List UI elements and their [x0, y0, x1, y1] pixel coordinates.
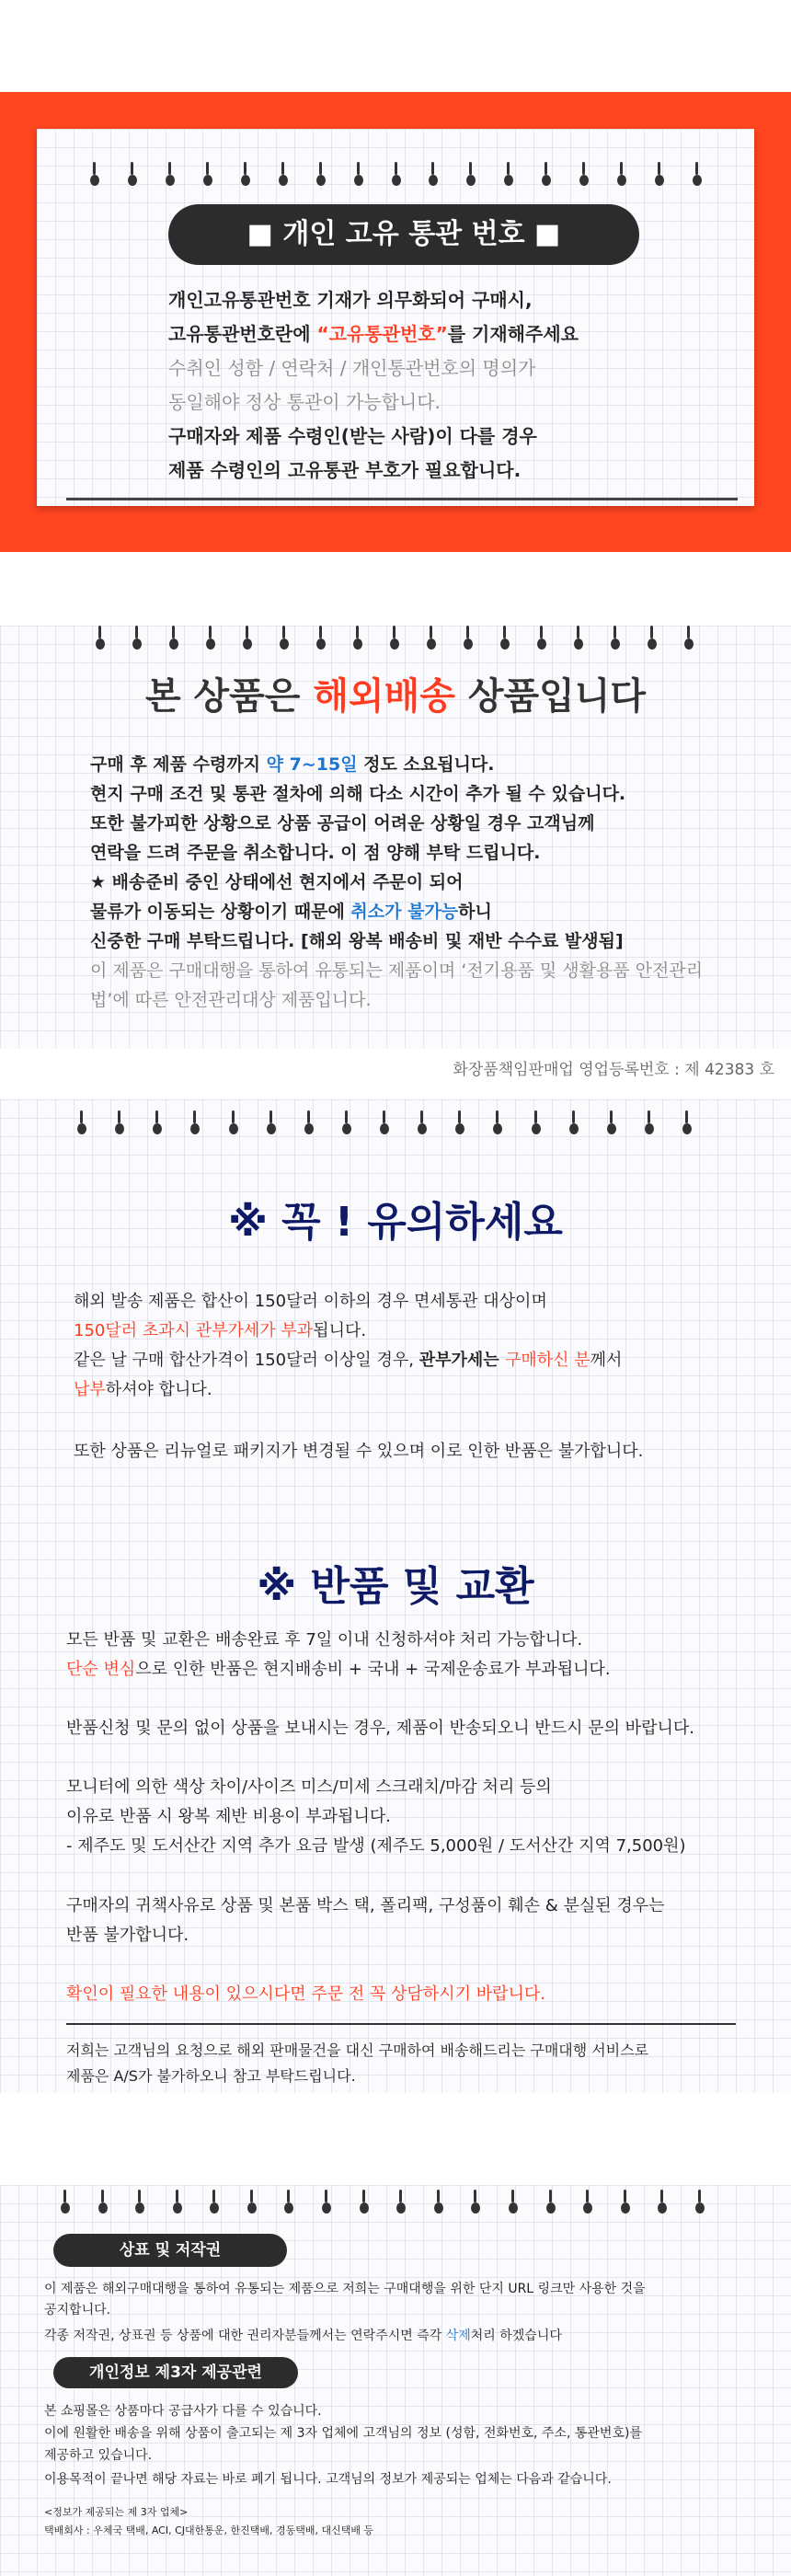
- binder-ring-icon: [61, 2190, 70, 2214]
- binder-ring-icon: [316, 626, 326, 650]
- footer-line: 본 쇼핑몰은 상품마다 공급사가 다를 수 있습니다.: [44, 2404, 322, 2419]
- notice-line: 개인고유통관번호 기재가 의무화되어 구매시,: [168, 289, 533, 311]
- binder-ring-icon: [684, 626, 694, 650]
- binder-ring-icon: [574, 626, 583, 650]
- line-text: 하셔야 합니다.: [105, 1380, 212, 1399]
- footer-line: 공지합니다.: [44, 2303, 111, 2317]
- title-text: 상품입니다: [454, 675, 647, 718]
- binder-ring-icon: [96, 626, 105, 650]
- binder-rings: [90, 162, 702, 186]
- caution-line: 해외 발송 제품은 합산이 150달러 이하의 경우 면세통관 대상이며: [74, 1292, 547, 1311]
- returns-line: 이유로 반품 시 왕복 제반 비용이 부과됩니다.: [66, 1807, 392, 1826]
- binder-ring-icon: [115, 1110, 124, 1134]
- binder-rings: [77, 1110, 692, 1134]
- binder-ring-icon: [617, 162, 626, 186]
- returns-line: 모든 반품 및 교환은 배송완료 후 7일 이내 신청하셔야 처리 가능합니다.: [66, 1630, 583, 1650]
- divider: [66, 2023, 736, 2025]
- binder-ring-icon: [607, 1110, 616, 1134]
- binder-ring-icon: [464, 626, 473, 650]
- binder-ring-icon: [247, 2190, 257, 2214]
- binder-ring-icon: [500, 626, 510, 650]
- registration-number: 화장품책임판매업 영업등록번호 : 제 42383 호: [453, 1061, 774, 1079]
- binder-ring-icon: [621, 2190, 630, 2214]
- returns-notice: 확인이 필요한 내용이 있으시다면 주문 전 꼭 상담하시기 바랍니다.: [66, 1984, 545, 2004]
- binder-ring-icon: [655, 162, 664, 186]
- overseas-line: 연락을 드려 주문을 취소합니다. 이 점 양해 부탁 드립니다.: [90, 843, 541, 863]
- binder-ring-icon: [284, 2190, 293, 2214]
- binder-ring-icon: [169, 626, 178, 650]
- binder-ring-icon: [509, 2190, 518, 2214]
- notice-line: 수취인 성함 / 연락처 / 개인통관번호의 명의가: [168, 357, 536, 379]
- overseas-line: 현지 구매 조건 및 통관 절차에 의해 다소 시간이 추가 될 수 있습니다.: [90, 784, 626, 804]
- line-text: 됩니다.: [313, 1321, 367, 1340]
- line-text: 으로 인한 반품은 현지배송비 + 국내 + 국제운송료가 부과됩니다.: [135, 1660, 611, 1679]
- binder-ring-icon: [380, 1110, 389, 1134]
- footer-line: 제공하고 있습니다.: [44, 2448, 153, 2463]
- binder-ring-icon: [396, 2190, 406, 2214]
- binder-ring-icon: [280, 626, 289, 650]
- footer-small: 택배회사 : 우체국 택배, ACI, CJ대한통운, 한진택배, 경동택배, 대신택배 등: [44, 2524, 374, 2536]
- binder-ring-icon: [90, 162, 99, 186]
- binder-ring-icon: [128, 162, 137, 186]
- binder-ring-icon: [322, 2190, 331, 2214]
- line-highlight: 구매하신 분: [504, 1351, 590, 1370]
- binder-ring-icon: [532, 1110, 541, 1134]
- notice-line: 구매자와 제품 수령인(받는 사람)이 다를 경우: [168, 425, 537, 447]
- line-text: 처리 하겠습니다: [470, 2329, 562, 2343]
- returns-line: 반품 불가합니다.: [66, 1926, 189, 1945]
- binder-ring-icon: [132, 626, 142, 650]
- binder-rings: [61, 2190, 705, 2214]
- returns-line: 구매자의 귀책사유로 상품 및 본품 박스 택, 폴리팩, 구성품이 훼손 & 분실된 경우는: [66, 1896, 665, 1915]
- binder-ring-icon: [153, 1110, 162, 1134]
- binder-ring-icon: [579, 162, 589, 186]
- title-text: 본 상품은: [144, 675, 314, 718]
- binder-ring-icon: [648, 626, 657, 650]
- overseas-line: [90, 751, 495, 776]
- binder-ring-icon: [392, 162, 401, 186]
- caution-line: 또한 상품은 리뉴얼로 패키지가 변경될 수 있으며 이로 인한 반품은 불가합니다.: [74, 1442, 644, 1461]
- binder-ring-icon: [427, 626, 436, 650]
- binder-ring-icon: [537, 626, 546, 650]
- binder-ring-icon: [229, 1110, 238, 1134]
- binder-ring-icon: [135, 2190, 144, 2214]
- caution-line: [74, 1347, 622, 1371]
- binder-ring-icon: [166, 162, 175, 186]
- overseas-line: 법’에 따른 안전관리대상 제품입니다.: [90, 990, 372, 1010]
- line-text: 정도 소요됩니다.: [357, 754, 495, 775]
- title-highlight: 해외배송: [313, 675, 455, 718]
- notice-line: [168, 319, 579, 346]
- binder-ring-icon: [190, 1110, 200, 1134]
- binder-ring-icon: [279, 162, 288, 186]
- footer-line: 이에 원활한 배송을 위해 상품이 출고되는 제 3자 업체에 고객님의 정보 (성함, 전화번호, 주소, 통관번호)를: [44, 2426, 642, 2441]
- returns-line: [66, 1656, 611, 1680]
- returns-footnote: 제품은 A/S가 불가하오니 참고 부탁드립니다.: [66, 2067, 356, 2085]
- notice-line: 동일해야 정상 통관이 가능합니다.: [168, 391, 441, 413]
- line-bold: 관부가세는: [418, 1351, 505, 1370]
- binder-ring-icon: [583, 2190, 592, 2214]
- returns-line: - 제주도 및 도서산간 지역 추가 요금 발생 (제주도 5,000원 / 도서산간 지역 7,500원): [66, 1836, 686, 1856]
- binder-ring-icon: [210, 2190, 219, 2214]
- overseas-line: ★ 배송준비 중인 상태에선 현지에서 주문이 되어: [90, 872, 464, 892]
- binder-ring-icon: [493, 1110, 502, 1134]
- binder-ring-icon: [243, 626, 252, 650]
- line-highlight: 삭제: [445, 2329, 471, 2343]
- binder-ring-icon: [429, 162, 438, 186]
- notice-text: 고유통관번호란에: [168, 323, 317, 345]
- binder-ring-icon: [569, 1110, 579, 1134]
- line-text: 께서: [590, 1351, 623, 1370]
- footer-line: 이 제품은 해외구매대행을 통하여 유통되는 제품으로 저희는 구매대행을 위한 단지 URL 링크만 사용한 것을: [44, 2282, 646, 2296]
- returns-line: 반품신청 및 문의 없이 상품을 보내시는 경우, 제품이 반송되오니 반드시 문의 바랍니다.: [66, 1719, 694, 1738]
- binder-ring-icon: [206, 626, 215, 650]
- binder-ring-icon: [360, 2190, 369, 2214]
- footer-small: <정보가 제공되는 제 3자 업체>: [44, 2506, 189, 2518]
- binder-ring-icon: [695, 2190, 705, 2214]
- line-text: 같은 날 구매 합산가격이 150달러 이상일 경우,: [74, 1351, 419, 1370]
- binder-ring-icon: [693, 162, 702, 186]
- binder-ring-icon: [241, 162, 250, 186]
- binder-ring-icon: [316, 162, 326, 186]
- binder-ring-icon: [390, 626, 399, 650]
- returns-title: ※ 반품 및 교환: [257, 1563, 534, 1610]
- binder-ring-icon: [611, 626, 620, 650]
- overseas-line: 신중한 구매 부탁드립니다. [해외 왕복 배송비 및 재반 수수료 발생됨]: [90, 931, 624, 951]
- divider: [66, 498, 738, 500]
- binder-ring-icon: [682, 1110, 692, 1134]
- notice-title: ■ 개인 고유 통관 번호 ■: [168, 204, 639, 265]
- overseas-line: 또한 불가피한 상황으로 상품 공급이 어려운 상황일 경우 고객님께: [90, 813, 595, 834]
- footer-line: [44, 2326, 562, 2344]
- overseas-title: [0, 667, 791, 719]
- returns-footnote: 저희는 고객님의 요청으로 해외 판매물건을 대신 구매하여 배송해드리는 구매대행 서비스로: [66, 2041, 649, 2059]
- line-highlight: 납부: [74, 1380, 106, 1399]
- returns-line: 모니터에 의한 색상 차이/사이즈 미스/미세 스크래치/마감 처리 등의: [66, 1777, 552, 1797]
- line-highlight: 150달러 초과시 관부가세가 부과: [74, 1321, 314, 1340]
- binder-ring-icon: [466, 162, 476, 186]
- notice-line: 제품 수령인의 고유통관 부호가 필요합니다.: [168, 459, 522, 481]
- binder-rings: [96, 626, 694, 650]
- line-text: 물류가 이동되는 상황이기 때문에: [90, 902, 351, 922]
- overseas-line: 이 제품은 구매대행을 통하여 유통되는 제품이며 ‘전기용품 및 생활용품 안전관리: [90, 960, 704, 981]
- footer-line: 이용목적이 끝나면 해당 자료는 바로 폐기 됩니다. 고객님의 정보가 제공되는 업체는 다음과 같습니다.: [44, 2472, 612, 2487]
- binder-ring-icon: [173, 2190, 182, 2214]
- line-text: 각종 저작권, 상표권 등 상품에 대한 권리자분들께서는 연락주시면 즉각: [44, 2329, 446, 2343]
- binder-ring-icon: [542, 162, 551, 186]
- trademark-pill: 상표 및 저작권: [53, 2234, 287, 2267]
- binder-ring-icon: [342, 1110, 351, 1134]
- binder-ring-icon: [434, 2190, 443, 2214]
- binder-ring-icon: [418, 1110, 427, 1134]
- binder-ring-icon: [658, 2190, 667, 2214]
- binder-ring-icon: [354, 162, 363, 186]
- caution-line: [74, 1376, 212, 1400]
- caution-title: ※ 꼭 ! 유의하세요: [228, 1199, 563, 1246]
- binder-ring-icon: [504, 162, 513, 186]
- binder-ring-icon: [77, 1110, 86, 1134]
- line-text: 구매 후 제품 수령까지: [90, 754, 267, 775]
- overseas-line: [90, 898, 492, 923]
- line-highlight: 취소가 불가능: [350, 902, 459, 922]
- privacy-pill: 개인정보 제3자 제공관련: [53, 2357, 298, 2388]
- line-highlight: 단순 변심: [66, 1660, 136, 1679]
- line-text: 하니: [458, 902, 492, 922]
- notice-highlight: “고유통관번호”: [316, 323, 448, 345]
- binder-ring-icon: [546, 2190, 556, 2214]
- binder-ring-icon: [304, 1110, 314, 1134]
- caution-line: [74, 1317, 366, 1341]
- line-highlight: 약 7~15일: [266, 754, 358, 775]
- binder-ring-icon: [455, 1110, 464, 1134]
- binder-ring-icon: [203, 162, 212, 186]
- notice-text: 를 기재해주세요: [447, 323, 579, 345]
- binder-ring-icon: [267, 1110, 276, 1134]
- binder-ring-icon: [353, 626, 362, 650]
- binder-ring-icon: [471, 2190, 480, 2214]
- binder-ring-icon: [645, 1110, 654, 1134]
- binder-ring-icon: [98, 2190, 108, 2214]
